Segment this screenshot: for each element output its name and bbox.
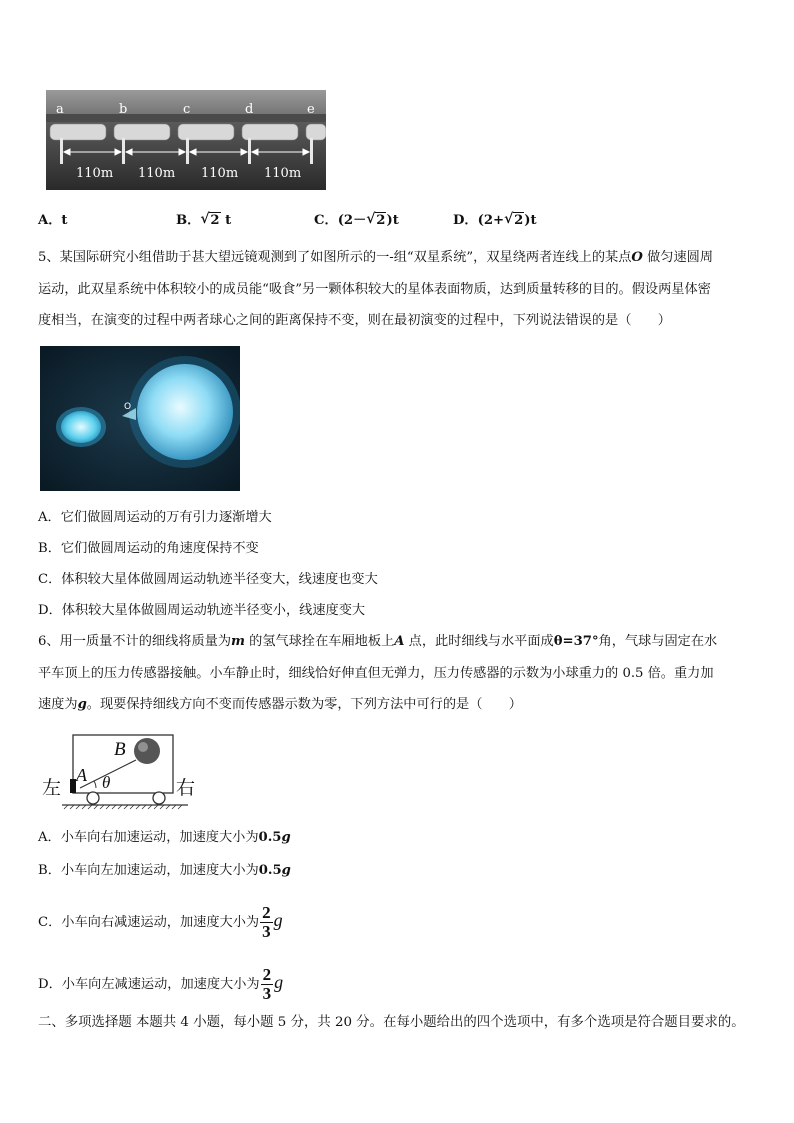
q4-option-c-post: )t [386, 213, 399, 228]
q5-stem-line-3: 度相当，在演变的过程中两者球心之间的距离保持不变，则在最初演变的过程中，下列说法错误的是（ ） [38, 313, 671, 328]
q4-option-b-text: t [225, 213, 232, 228]
q6-theta-value: θ=37° [553, 634, 599, 649]
q6-stem-text-1d: 角，气球与固定在水 [598, 634, 718, 649]
q6-stem-line-3 [38, 695, 760, 715]
q6-option-b [38, 861, 760, 881]
q6-option-a-text: A．小车向右加速运动，加速度大小为 [38, 830, 259, 845]
q6-option-d-text: D．小车向左减速运动，加速度大小为 [38, 977, 260, 992]
binary-star-figure [40, 346, 240, 491]
q4-option-c-radicand: 2 [376, 213, 386, 228]
q5-option-b: B．它们做圆周运动的角速度保持不变 [38, 541, 259, 556]
q6-option-b-g: g [281, 863, 291, 878]
q4-option-c-pre: (2－ [337, 213, 367, 228]
q4-option-d-sqrt [504, 211, 524, 231]
q4-option-d [453, 211, 537, 231]
q4-option-c-sqrt [366, 211, 386, 231]
bridge-label-b: b [119, 102, 128, 117]
cart-label-theta: θ [102, 773, 111, 792]
q6-option-b-text: B．小车向左加速运动，加速度大小为 [38, 863, 259, 878]
q5-stem-text-1b: 做匀速圆周 [642, 250, 714, 265]
q6-point-a: A [394, 634, 405, 649]
q6-stem-text-1c: 点，此时细线与水平面成 [404, 634, 554, 649]
q5-stem-text-1: 5、某国际研究小组借助于甚大望远镜观测到了如图所示的一-组“双星系统”，双星绕两者连线上的某点 [38, 250, 632, 265]
q5-stem-line-2: 运动，此双星系统中体积较小的成员能“吸食”另一颗体积较大的星体表面物质，达到质量转移的目的。假设两星体密 [38, 282, 711, 297]
q6-option-c-denominator: 3 [262, 922, 271, 941]
q6-stem-text-3a: 速度为 [38, 697, 78, 712]
q4-option-c-label: C． [314, 213, 338, 228]
q6-mass-m: m [231, 634, 245, 649]
q6-option-b-value: 0.5 [258, 863, 282, 878]
q5-point-o: O [631, 250, 643, 265]
cart-figure [38, 733, 208, 813]
q6-stem-text-1b: 的氢气球拴在车厢地板上 [244, 634, 395, 649]
q5-stem-line-1 [38, 248, 760, 268]
q6-option-a-value: 0.5 [258, 830, 282, 845]
bridge-seg-4: 110m [264, 166, 302, 181]
bridge-label-d: d [245, 102, 254, 117]
q6-stem-line-1 [38, 632, 760, 652]
q6-stem-line-2: 平车顶上的压力传感器接触。小车静止时，细线恰好伸直但无弹力，压力传感器的示数为小球重力的 0.5 倍。重力加 [38, 666, 714, 681]
q4-option-a-label: A． [38, 213, 62, 228]
cart-label-a: A [76, 765, 87, 785]
q4-option-b-sqrt [200, 211, 220, 231]
cart-label-b: B [114, 739, 126, 760]
q5-option-c: C．体积较大星体做圆周运动轨迹半径变大，线速度也变大 [38, 572, 378, 587]
q6-option-d-g: g [274, 972, 284, 992]
q6-option-d-numerator: 2 [262, 965, 272, 984]
q6-stem-text-3b: 。现要保持细线方向不变而传感器示数为零，下列方法中可行的是（ ） [86, 697, 522, 712]
q6-option-a-g: g [281, 830, 291, 845]
q4-option-b-label: B． [176, 213, 201, 228]
q4-option-a [38, 211, 68, 231]
bridge-figure [46, 90, 326, 190]
q4-option-d-pre: (2+ [477, 213, 505, 228]
cart-label-left: 左 [42, 777, 62, 799]
q6-option-c [38, 900, 760, 943]
bridge-label-a: a [56, 102, 64, 117]
section-2-heading: 二、多项选择题 本题共 4 小题，每小题 5 分，共 20 分。在每小题给出的四个选项中，有多个选项是符合题目要求的。 [38, 1015, 745, 1030]
q6-option-c-numerator: 2 [262, 903, 271, 922]
cart-label-right: 右 [176, 777, 196, 799]
q6-option-d-denominator: 3 [262, 984, 272, 1003]
bridge-seg-2: 110m [138, 166, 176, 181]
q6-option-c-text: C．小车向右减速运动，加速度大小为 [38, 915, 260, 930]
bridge-label-c: c [183, 102, 191, 117]
q6-option-a [38, 828, 760, 848]
bridge-seg-3: 110m [201, 166, 239, 181]
q4-option-c [314, 211, 399, 231]
bridge-label-e: e [307, 102, 315, 117]
q4-option-d-radicand: 2 [514, 213, 524, 228]
q4-option-b-radicand: 2 [210, 213, 220, 228]
q4-option-d-label: D． [453, 213, 478, 228]
bridge-seg-1: 110m [76, 166, 114, 181]
q6-gravity-g: g [77, 697, 87, 712]
q5-option-d: D．体积较大星体做圆周运动轨迹半径变小，线速度变大 [38, 603, 366, 618]
binary-star-point-o: O [124, 402, 132, 412]
q6-option-d-fraction [261, 966, 274, 1003]
q6-stem-text-1a: 6、用一质量不计的细线将质量为 [38, 634, 232, 649]
q6-option-c-g: g [273, 910, 283, 930]
q4-option-b [176, 211, 231, 231]
q4-option-a-text: t [61, 213, 68, 228]
binary-star-svg [40, 346, 240, 491]
q6-option-c-fraction [260, 904, 273, 941]
q4-option-d-post: )t [524, 213, 537, 228]
q6-option-d [38, 962, 760, 1005]
q5-option-a: A．它们做圆周运动的万有引力逐渐增大 [38, 510, 272, 525]
